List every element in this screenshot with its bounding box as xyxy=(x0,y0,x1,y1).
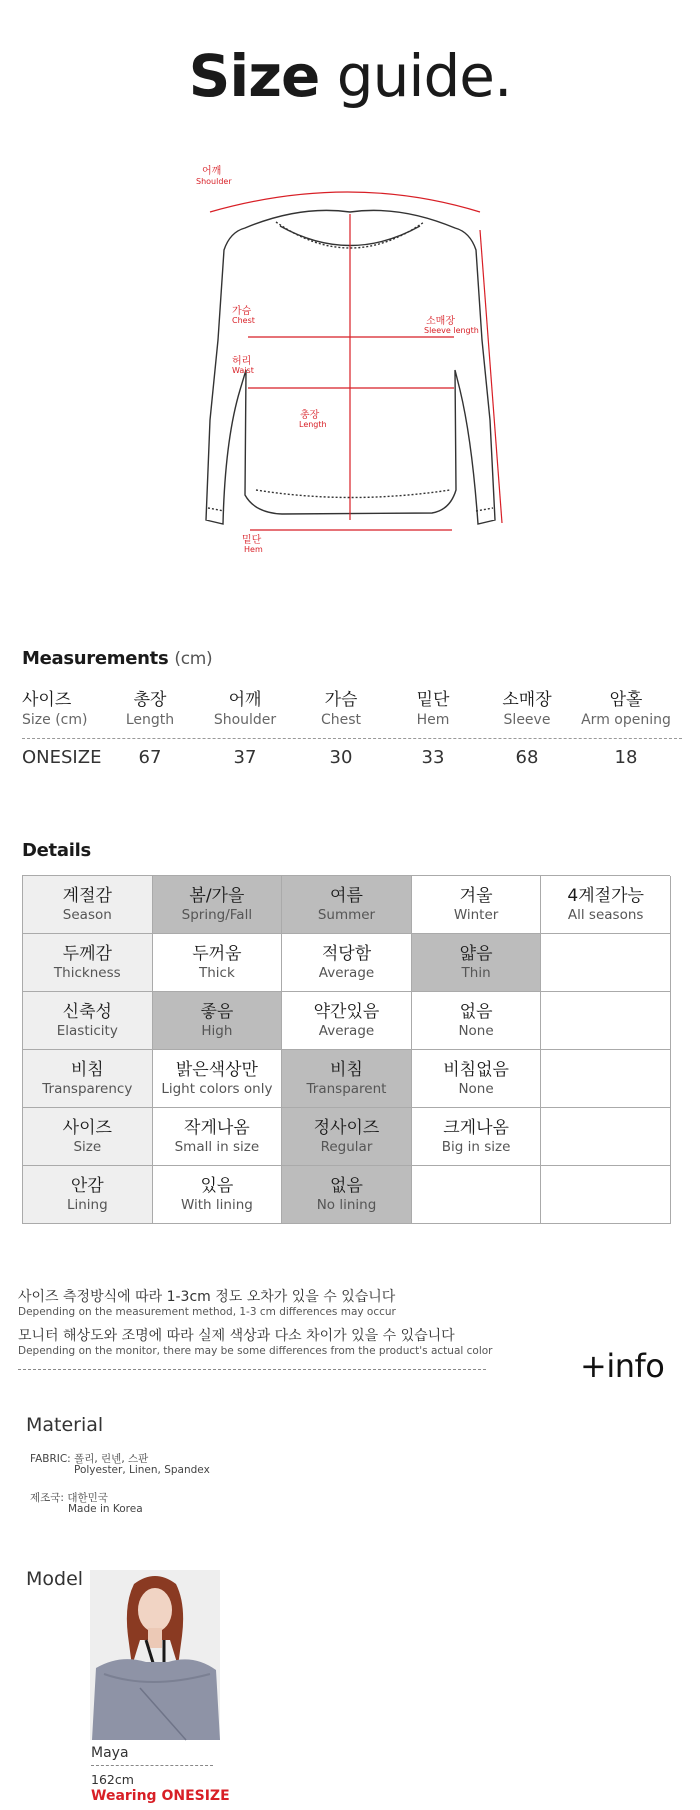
details-option-cell xyxy=(153,1166,283,1224)
details-cell-ko: 4계절가능 xyxy=(567,885,644,906)
details-cell-en: Lining xyxy=(66,1196,108,1213)
details-option-cell xyxy=(412,876,542,934)
measurements-value-row xyxy=(22,747,692,768)
label-sleeve-en: Sleeve length xyxy=(424,326,479,335)
title-light: guide. xyxy=(336,42,512,110)
details-cell-ko: 두께감 xyxy=(62,943,112,964)
measurement-header-ko: 사이즈 xyxy=(22,690,72,710)
note-1-en: Depending on the measurement method, 1-3 cm differences may occur xyxy=(18,1306,396,1318)
measurement-value-5: 68 xyxy=(515,747,539,768)
measurement-value-2: 37 xyxy=(233,747,257,768)
details-cell-ko: 봄/가을 xyxy=(189,885,245,906)
details-cell-en: Thickness xyxy=(53,964,121,981)
details-cell-ko: 비침없음 xyxy=(443,1059,509,1080)
details-cell-ko: 사이즈 xyxy=(62,1117,112,1138)
details-cell-ko: 얇음 xyxy=(459,943,493,964)
details-cell-en: With lining xyxy=(180,1196,253,1213)
plus-info-link[interactable]: +info xyxy=(580,1347,665,1385)
details-option-cell xyxy=(282,876,412,934)
details-row-header xyxy=(23,1108,153,1166)
measurements-divider xyxy=(22,738,682,739)
measurement-header-ko: 밑단 xyxy=(416,690,450,710)
details-option-cell xyxy=(412,1108,542,1166)
details-cell-en: Thick xyxy=(198,964,235,981)
page-title xyxy=(0,42,700,110)
details-cell-en: Spring/Fall xyxy=(181,906,253,923)
details-cell-en: Transparent xyxy=(306,1080,387,1097)
details-row-header xyxy=(23,934,153,992)
measurement-header-1 xyxy=(104,685,196,728)
details-row-header xyxy=(23,992,153,1050)
details-cell-ko: 적당함 xyxy=(321,943,372,964)
details-option-cell xyxy=(541,1108,671,1166)
details-cell-en: Elasticity xyxy=(56,1022,118,1039)
measurements-title-text: Measurements xyxy=(22,648,169,669)
measurement-value-6: 18 xyxy=(614,747,638,768)
model-height: 162cm xyxy=(91,1772,134,1787)
details-option-cell xyxy=(153,1108,283,1166)
details-cell-ko: 약간있음 xyxy=(313,1001,380,1022)
details-cell-ko: 신축성 xyxy=(62,1001,112,1022)
note-1 xyxy=(18,1286,396,1318)
measurement-header-ko: 총장 xyxy=(133,690,167,710)
measurement-header-en: Chest xyxy=(320,712,362,728)
details-cell-en: Winter xyxy=(453,906,499,923)
details-cell-ko: 작게나옴 xyxy=(184,1117,250,1138)
model-illustration xyxy=(90,1570,220,1740)
measurement-header-en: Hem xyxy=(416,712,450,728)
measurement-header-3 xyxy=(294,685,388,728)
measurement-value-0: ONESIZE xyxy=(22,747,102,768)
size-diagram xyxy=(150,166,550,590)
origin-label: 제조국: xyxy=(30,1492,64,1504)
measurement-header-en: Sleeve xyxy=(503,712,551,728)
details-option-cell xyxy=(153,876,283,934)
details-cell-en: Big in size xyxy=(441,1138,511,1155)
details-cell-en: Average xyxy=(318,1022,375,1039)
details-option-cell xyxy=(412,992,542,1050)
origin-ko: 대한민국 xyxy=(67,1492,108,1504)
measurement-header-ko: 어깨 xyxy=(228,690,262,710)
details-section xyxy=(22,840,670,1224)
details-option-cell xyxy=(541,1166,671,1224)
details-cell-en: Size xyxy=(73,1138,102,1155)
details-title: Details xyxy=(22,840,91,861)
note-2-ko: 모니터 해상도와 조명에 따라 실제 색상과 다소 차이가 있을 수 있습니다 xyxy=(18,1328,455,1344)
details-option-cell xyxy=(153,934,283,992)
fabric-ko: 폴리, 린넨, 스판 xyxy=(74,1453,149,1465)
measurement-header-en: Size (cm) xyxy=(22,712,88,728)
details-option-cell xyxy=(541,992,671,1050)
details-cell-ko: 좋음 xyxy=(200,1001,234,1022)
details-cell-ko: 계절감 xyxy=(62,885,112,906)
measurements-header-row xyxy=(22,685,692,728)
origin-en: Made in Korea xyxy=(68,1503,143,1515)
details-option-cell xyxy=(541,934,671,992)
details-cell-en: No lining xyxy=(316,1196,377,1213)
details-cell-ko: 정사이즈 xyxy=(313,1117,380,1138)
measurements-unit: (cm) xyxy=(174,649,213,669)
details-option-cell xyxy=(412,1166,542,1224)
details-cell-ko: 비침 xyxy=(70,1059,104,1080)
label-chest-ko: 가슴 xyxy=(232,306,252,317)
details-cell-en: None xyxy=(458,1022,494,1039)
label-shoulder-en: Shoulder xyxy=(196,177,232,186)
details-cell-ko: 없음 xyxy=(330,1175,363,1196)
title-bold: Size xyxy=(188,42,320,110)
measurement-header-ko: 가슴 xyxy=(324,690,358,710)
measurement-header-5 xyxy=(478,685,576,728)
measurement-header-en: Arm opening xyxy=(581,712,671,728)
label-hem-en: Hem xyxy=(244,545,263,554)
note-1-ko: 사이즈 측정방식에 따라 1-3cm 정도 오차가 있을 수 있습니다 xyxy=(18,1289,396,1305)
model-title: Model xyxy=(26,1568,84,1590)
details-option-cell xyxy=(412,1050,542,1108)
measurement-header-ko: 암홀 xyxy=(609,690,643,710)
measurement-header-en: Length xyxy=(125,712,175,728)
model-photo xyxy=(90,1570,220,1740)
details-cell-ko: 비침 xyxy=(330,1059,363,1080)
details-cell-ko: 크게나옴 xyxy=(443,1117,509,1138)
measurement-header-6 xyxy=(576,685,676,728)
measurements-section xyxy=(22,648,692,768)
fabric-label: FABRIC: xyxy=(30,1453,71,1465)
measurement-value-4: 33 xyxy=(421,747,445,768)
model-name: Maya xyxy=(91,1745,129,1761)
details-cell-ko: 밝은색상만 xyxy=(175,1059,258,1080)
model-divider xyxy=(91,1765,213,1766)
measurement-header-4 xyxy=(388,685,478,728)
measurement-header-2 xyxy=(196,685,294,728)
details-option-cell xyxy=(412,934,542,992)
details-cell-en: Regular xyxy=(320,1138,373,1155)
details-option-cell xyxy=(541,876,671,934)
details-cell-en: Small in size xyxy=(174,1138,260,1155)
material-title: Material xyxy=(26,1414,104,1436)
details-option-cell xyxy=(153,992,283,1050)
details-cell-ko: 있음 xyxy=(200,1175,234,1196)
model-wearing: Wearing ONESIZE xyxy=(91,1788,230,1804)
details-option-cell xyxy=(282,992,412,1050)
details-option-cell xyxy=(541,1050,671,1108)
details-grid xyxy=(22,875,670,1224)
fabric-en: Polyester, Linen, Spandex xyxy=(74,1464,210,1476)
label-waist-ko: 허리 xyxy=(232,356,252,367)
details-cell-en: All seasons xyxy=(567,906,644,923)
details-cell-ko: 없음 xyxy=(459,1001,493,1022)
measurement-value-1: 67 xyxy=(138,747,162,768)
details-option-cell xyxy=(282,1108,412,1166)
details-option-cell xyxy=(282,934,412,992)
label-hem-ko: 밑단 xyxy=(242,535,262,546)
measurement-header-ko: 소매장 xyxy=(502,690,552,710)
details-cell-en: Season xyxy=(62,906,112,923)
details-row-header xyxy=(23,876,153,934)
details-cell-ko: 겨울 xyxy=(459,885,493,906)
measurement-header-0 xyxy=(22,685,104,728)
details-cell-en: Transparency xyxy=(42,1080,133,1097)
details-option-cell xyxy=(282,1050,412,1108)
note-2-en: Depending on the monitor, there may be some differences from the product's actual color xyxy=(18,1345,493,1357)
details-option-cell xyxy=(153,1050,283,1108)
notes-divider xyxy=(18,1369,486,1370)
details-cell-ko: 여름 xyxy=(330,885,363,906)
measurements-title xyxy=(22,648,692,669)
details-option-cell xyxy=(282,1166,412,1224)
measurement-header-en: Shoulder xyxy=(213,712,277,728)
note-2 xyxy=(18,1325,492,1357)
label-length-en: Length xyxy=(299,420,327,429)
details-cell-en: Average xyxy=(318,964,375,981)
details-cell-en: Light colors only xyxy=(161,1080,273,1097)
label-shoulder-ko: 어깨 xyxy=(202,166,222,177)
details-cell-en: Thin xyxy=(461,964,491,981)
measure-lines xyxy=(210,192,502,530)
details-cell-ko: 두꺼움 xyxy=(192,943,242,964)
details-cell-en: High xyxy=(201,1022,233,1039)
details-cell-en: Summer xyxy=(317,906,376,923)
label-length-ko: 총장 xyxy=(300,410,320,421)
details-row-header xyxy=(23,1050,153,1108)
details-cell-ko: 안감 xyxy=(70,1175,104,1196)
measurement-value-3: 30 xyxy=(329,747,353,768)
details-cell-en: None xyxy=(458,1080,494,1097)
label-chest-en: Chest xyxy=(232,316,255,325)
details-row-header xyxy=(23,1166,153,1224)
label-waist-en: Waist xyxy=(232,366,254,375)
label-sleeve-ko: 소매장 xyxy=(426,316,455,327)
